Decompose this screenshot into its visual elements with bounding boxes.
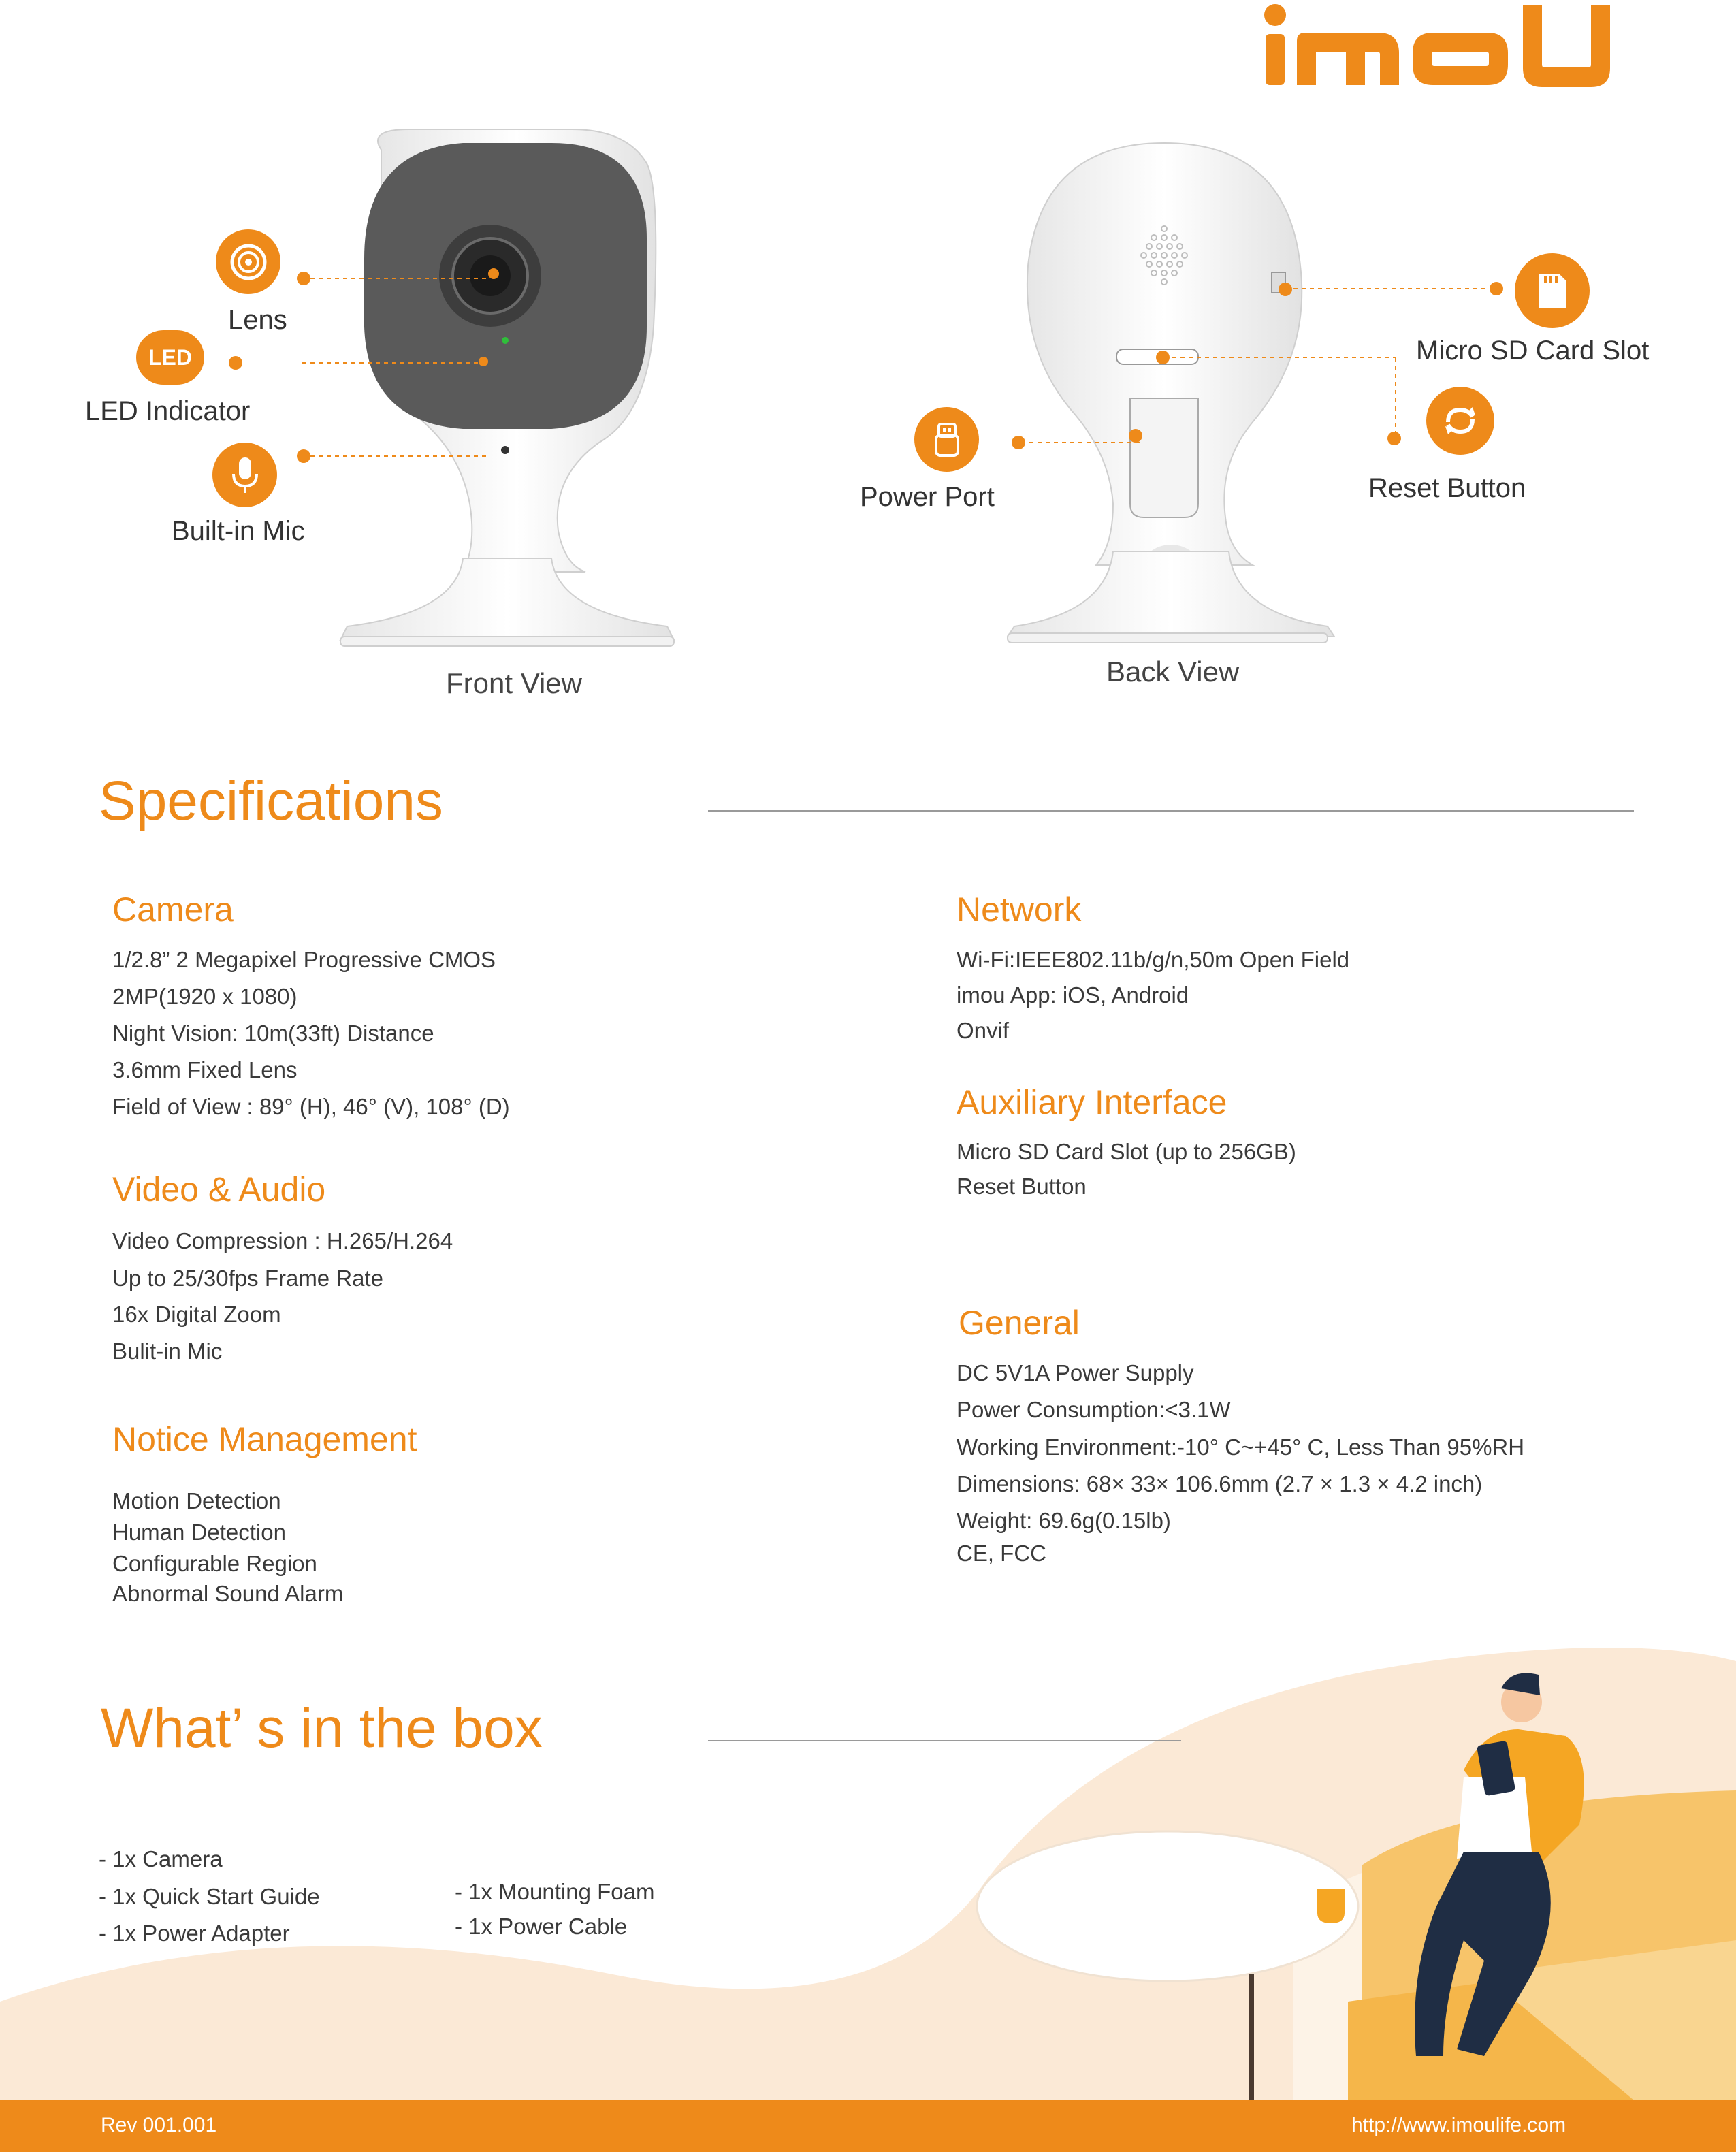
spec-line: Onvif [957, 1018, 1010, 1043]
spec-line: 16x Digital Zoom [112, 1302, 281, 1327]
spec-line: Human Detection [112, 1520, 286, 1545]
back-view-title: Back View [1106, 656, 1240, 688]
spec-line: Reset Button [957, 1174, 1087, 1199]
general-heading: General [959, 1304, 1080, 1342]
mic-dot [297, 449, 310, 463]
video-audio-heading: Video & Audio [112, 1170, 326, 1208]
usb-icon [914, 407, 979, 472]
spec-line: imou App: iOS, Android [957, 982, 1189, 1008]
led-icon: LED [136, 330, 204, 385]
spec-line: Video Compression : H.265/H.264 [112, 1228, 453, 1253]
spec-line: DC 5V1A Power Supply [957, 1360, 1194, 1385]
network-heading: Network [957, 890, 1082, 929]
spec-line: 1/2.8” 2 Megapixel Progressive CMOS [112, 947, 496, 972]
spec-line: Power Consumption:<3.1W [957, 1397, 1231, 1422]
camera-heading: Camera [112, 890, 234, 929]
box-title: What’ s in the box [101, 1697, 543, 1759]
box-item: - 1x Quick Start Guide [99, 1884, 320, 1909]
notice-heading: Notice Management [112, 1420, 417, 1458]
box-rule [708, 1740, 1181, 1741]
spec-line: 2MP(1920 x 1080) [112, 984, 298, 1009]
revision-text: Rev 001.001 [101, 2114, 217, 2136]
spec-line: Abnormal Sound Alarm [112, 1581, 344, 1606]
spec-line: Field of View : 89° (H), 46° (V), 108° (D) [112, 1094, 510, 1119]
footer-bar [0, 2100, 1736, 2152]
front-view-title: Front View [446, 667, 582, 699]
specifications-title: Specifications [99, 770, 443, 832]
power-dot [1012, 436, 1025, 449]
lens-dot [297, 272, 310, 285]
reset-icon [1426, 387, 1494, 455]
led-indicator-label: LED Indicator [85, 396, 251, 426]
website-link[interactable]: http://www.imoulife.com [1351, 2114, 1566, 2136]
spec-line: Up to 25/30fps Frame Rate [112, 1266, 384, 1291]
spec-line: Working Environment:-10° C~+45° C, Less Than 95%RH [957, 1434, 1525, 1460]
lens-label: Lens [228, 305, 287, 335]
sd-card-icon [1515, 253, 1590, 328]
box-item: - 1x Camera [99, 1846, 223, 1872]
spec-line: Configurable Region [112, 1551, 317, 1576]
spec-line: Bulit-in Mic [112, 1338, 223, 1364]
front-leader-lines [293, 269, 504, 466]
lounge-illustration [0, 1620, 1736, 2100]
led-dot [229, 356, 242, 370]
sd-label: Micro SD Card Slot [1416, 336, 1650, 366]
spec-line: Wi-Fi:IEEE802.11b/g/n,50m Open Field [957, 947, 1350, 972]
spec-line: 3.6mm Fixed Lens [112, 1057, 298, 1082]
sd-dot [1490, 282, 1503, 295]
spec-line: Motion Detection [112, 1488, 281, 1513]
imou-logo [1263, 0, 1630, 89]
box-item: - 1x Power Cable [455, 1914, 628, 1939]
box-item: - 1x Mounting Foam [455, 1879, 655, 1904]
spec-line: Night Vision: 10m(33ft) Distance [112, 1021, 434, 1046]
box-item: - 1x Power Adapter [99, 1921, 290, 1946]
spec-line: Dimensions: 68× 33× 106.6mm (2.7 × 1.3 × 4.2 inch) [957, 1471, 1483, 1496]
mic-label: Built-in Mic [172, 516, 305, 546]
reset-label: Reset Button [1368, 473, 1526, 503]
mic-icon [212, 443, 277, 507]
reset-dot [1387, 432, 1401, 445]
power-label: Power Port [860, 482, 995, 512]
auxiliary-heading: Auxiliary Interface [957, 1083, 1227, 1121]
specifications-rule [708, 810, 1634, 812]
spec-line: Weight: 69.6g(0.15lb) [957, 1508, 1171, 1533]
lens-icon [216, 229, 280, 294]
spec-line: Micro SD Card Slot (up to 256GB) [957, 1139, 1296, 1164]
spec-line: CE, FCC [957, 1541, 1046, 1566]
